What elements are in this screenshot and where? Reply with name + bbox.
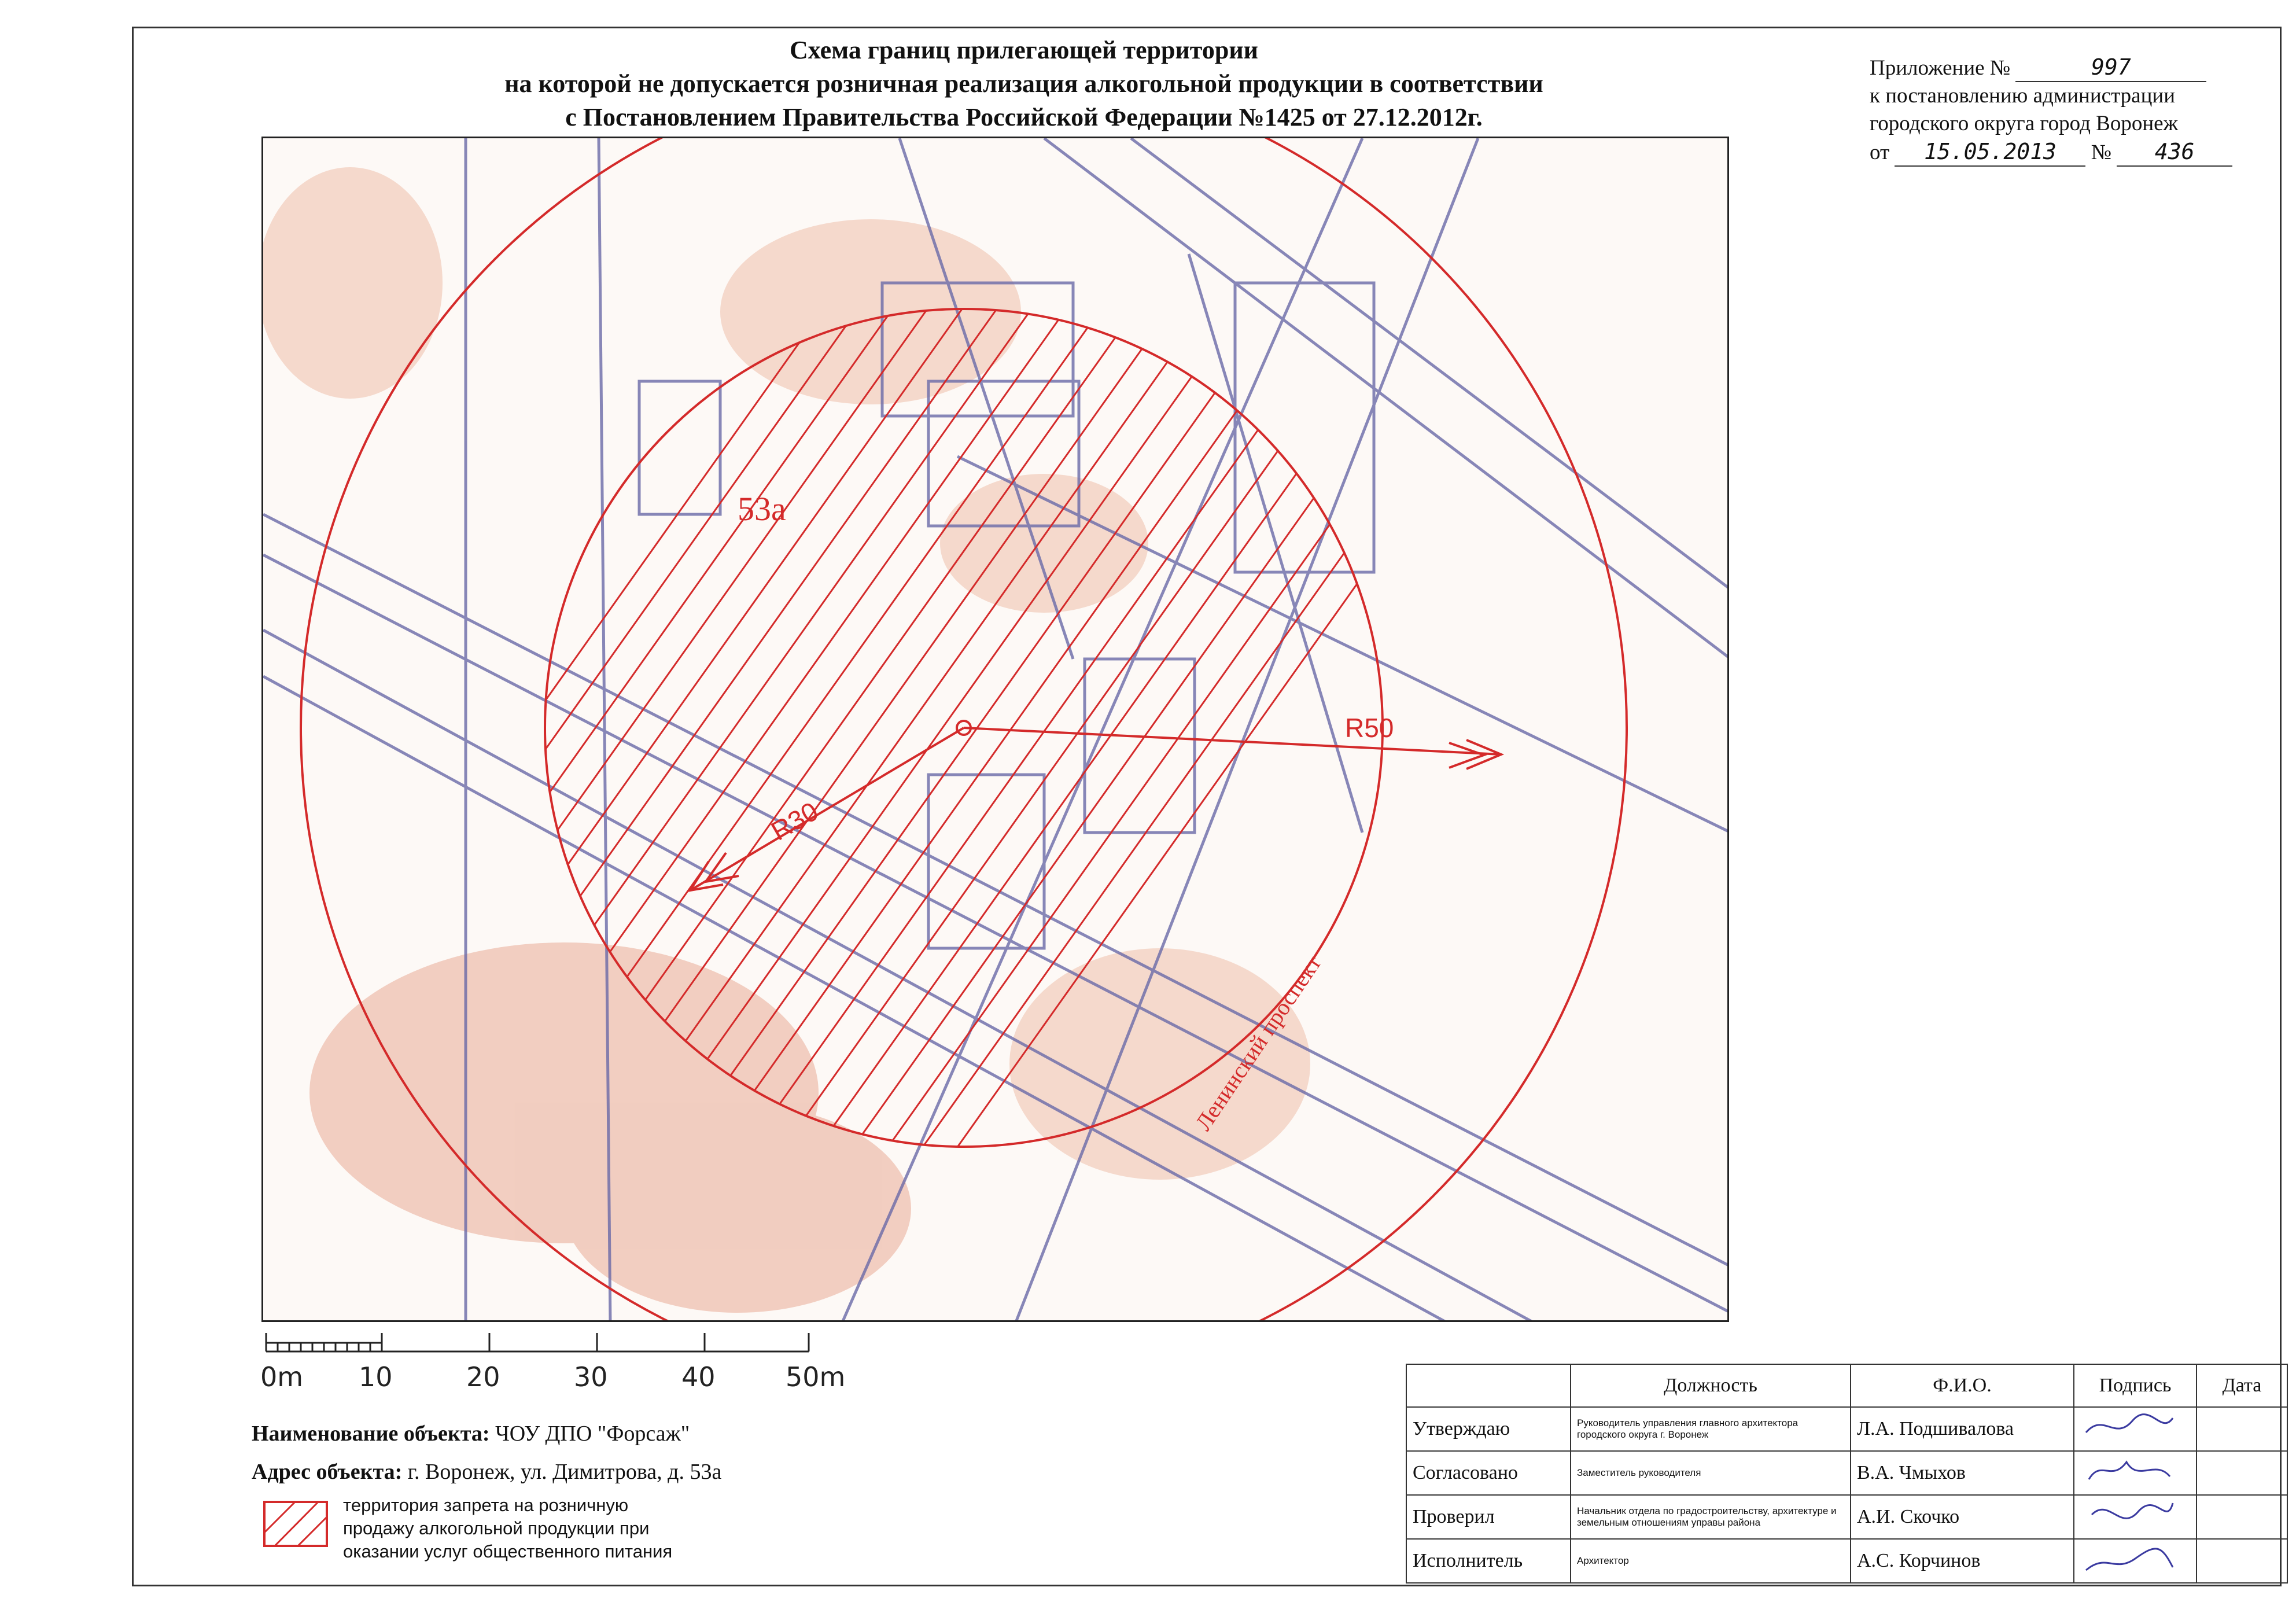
object-info bbox=[252, 1415, 721, 1491]
appendix-from-label: от bbox=[1870, 141, 1890, 164]
scale-tick-10: 10 bbox=[359, 1361, 393, 1393]
scale-tick-0: 0m bbox=[260, 1361, 304, 1393]
row-role: Согласовано bbox=[1406, 1451, 1571, 1495]
header-date: Дата bbox=[2197, 1364, 2287, 1407]
row-person: В.А. Чмыхов bbox=[1851, 1451, 2074, 1495]
date-cell bbox=[2197, 1539, 2287, 1583]
legend-hatch-swatch bbox=[263, 1501, 328, 1547]
legend-text-2: продажу алкогольной продукции при bbox=[343, 1518, 650, 1538]
row-role: Проверил bbox=[1406, 1495, 1571, 1539]
signature-cell bbox=[2074, 1407, 2197, 1451]
appendix-no-label: № bbox=[2091, 141, 2111, 164]
map-drawing bbox=[263, 138, 1729, 1322]
row-role: Исполнитель bbox=[1406, 1539, 1571, 1583]
signature-scribble bbox=[2080, 1453, 2179, 1488]
table-row bbox=[1406, 1495, 2287, 1539]
date-cell bbox=[2197, 1451, 2287, 1495]
scale-tick-50: 50m bbox=[786, 1361, 846, 1393]
signature-cell bbox=[2074, 1451, 2197, 1495]
signature-table-header bbox=[1406, 1364, 2287, 1407]
title-line-3: с Постановлением Правительства Российской Федерации №1425 от 27.12.2012г. bbox=[565, 103, 1483, 131]
object-address-value: г. Воронеж, ул. Димитрова, д. 53а bbox=[407, 1460, 722, 1484]
object-name-value: ЧОУ ДПО "Форсаж" bbox=[495, 1422, 690, 1446]
survey-map bbox=[261, 137, 1729, 1322]
object-name-label: Наименование объекта: bbox=[252, 1422, 490, 1446]
lot-label: 53а bbox=[738, 490, 786, 528]
object-address-label: Адрес объекта: bbox=[252, 1460, 403, 1484]
scale-bar-drawing bbox=[260, 1328, 868, 1398]
scale-tick-40: 40 bbox=[681, 1361, 716, 1393]
scale-tick-30: 30 bbox=[574, 1361, 608, 1393]
header-position: Должность bbox=[1571, 1364, 1851, 1407]
r50-arrow bbox=[964, 728, 1501, 754]
row-position: Заместитель руководителя bbox=[1571, 1451, 1851, 1495]
appendix-number: 997 bbox=[2015, 53, 2206, 82]
appendix-line-2: к постановлению администрации bbox=[1870, 84, 2176, 108]
appendix-line-3: городского округа город Воронеж bbox=[1870, 112, 2179, 135]
r30-label: R30 bbox=[766, 796, 824, 846]
date-cell bbox=[2197, 1407, 2287, 1451]
scale-bar bbox=[260, 1328, 868, 1398]
table-row bbox=[1406, 1407, 2287, 1451]
r50-label: R50 bbox=[1345, 713, 1394, 743]
r30-arrow bbox=[690, 728, 964, 890]
title-line-1: Схема границ прилегающей территории bbox=[789, 36, 1259, 64]
signature-scribble bbox=[2080, 1497, 2179, 1532]
row-position: Архитектор bbox=[1571, 1539, 1851, 1583]
header-signature: Подпись bbox=[2074, 1364, 2197, 1407]
date-cell bbox=[2197, 1495, 2287, 1539]
row-role: Утверждаю bbox=[1406, 1407, 1571, 1451]
signature-table bbox=[1406, 1364, 2288, 1584]
row-person: Л.А. Подшивалова bbox=[1851, 1407, 2074, 1451]
table-row bbox=[1406, 1539, 2287, 1583]
signature-scribble bbox=[2080, 1409, 2179, 1444]
legend-text-1: территория запрета на розничную bbox=[343, 1495, 629, 1515]
appendix-label: Приложение № bbox=[1870, 56, 2011, 80]
signature-cell bbox=[2074, 1495, 2197, 1539]
header-blank bbox=[1406, 1364, 1571, 1407]
row-position: Начальник отдела по градостроительству, архитектуре и земельным отношениям управы района bbox=[1571, 1495, 1851, 1539]
appendix-block bbox=[1870, 53, 2251, 167]
appendix-decree-number: 436 bbox=[2117, 138, 2232, 167]
row-person: А.И. Скочко bbox=[1851, 1495, 2074, 1539]
document-title bbox=[359, 34, 1689, 134]
title-line-2: на которой не допускается розничная реализация алкогольной продукции в соответствии bbox=[504, 69, 1543, 98]
legend-text-3: оказании услуг общественного питания bbox=[343, 1541, 673, 1562]
row-position: Руководитель управления главного архитектора городского округа г. Воронеж bbox=[1571, 1407, 1851, 1451]
stain-layer bbox=[263, 167, 1310, 1313]
table-row bbox=[1406, 1451, 2287, 1495]
appendix-date: 15.05.2013 bbox=[1895, 138, 2085, 167]
row-person: А.С. Корчинов bbox=[1851, 1539, 2074, 1583]
street-label: Ленинский проспект bbox=[1190, 950, 1326, 1136]
header-name: Ф.И.О. bbox=[1851, 1364, 2074, 1407]
signature-cell bbox=[2074, 1539, 2197, 1583]
scale-tick-20: 20 bbox=[466, 1361, 500, 1393]
signature-scribble bbox=[2080, 1541, 2179, 1576]
